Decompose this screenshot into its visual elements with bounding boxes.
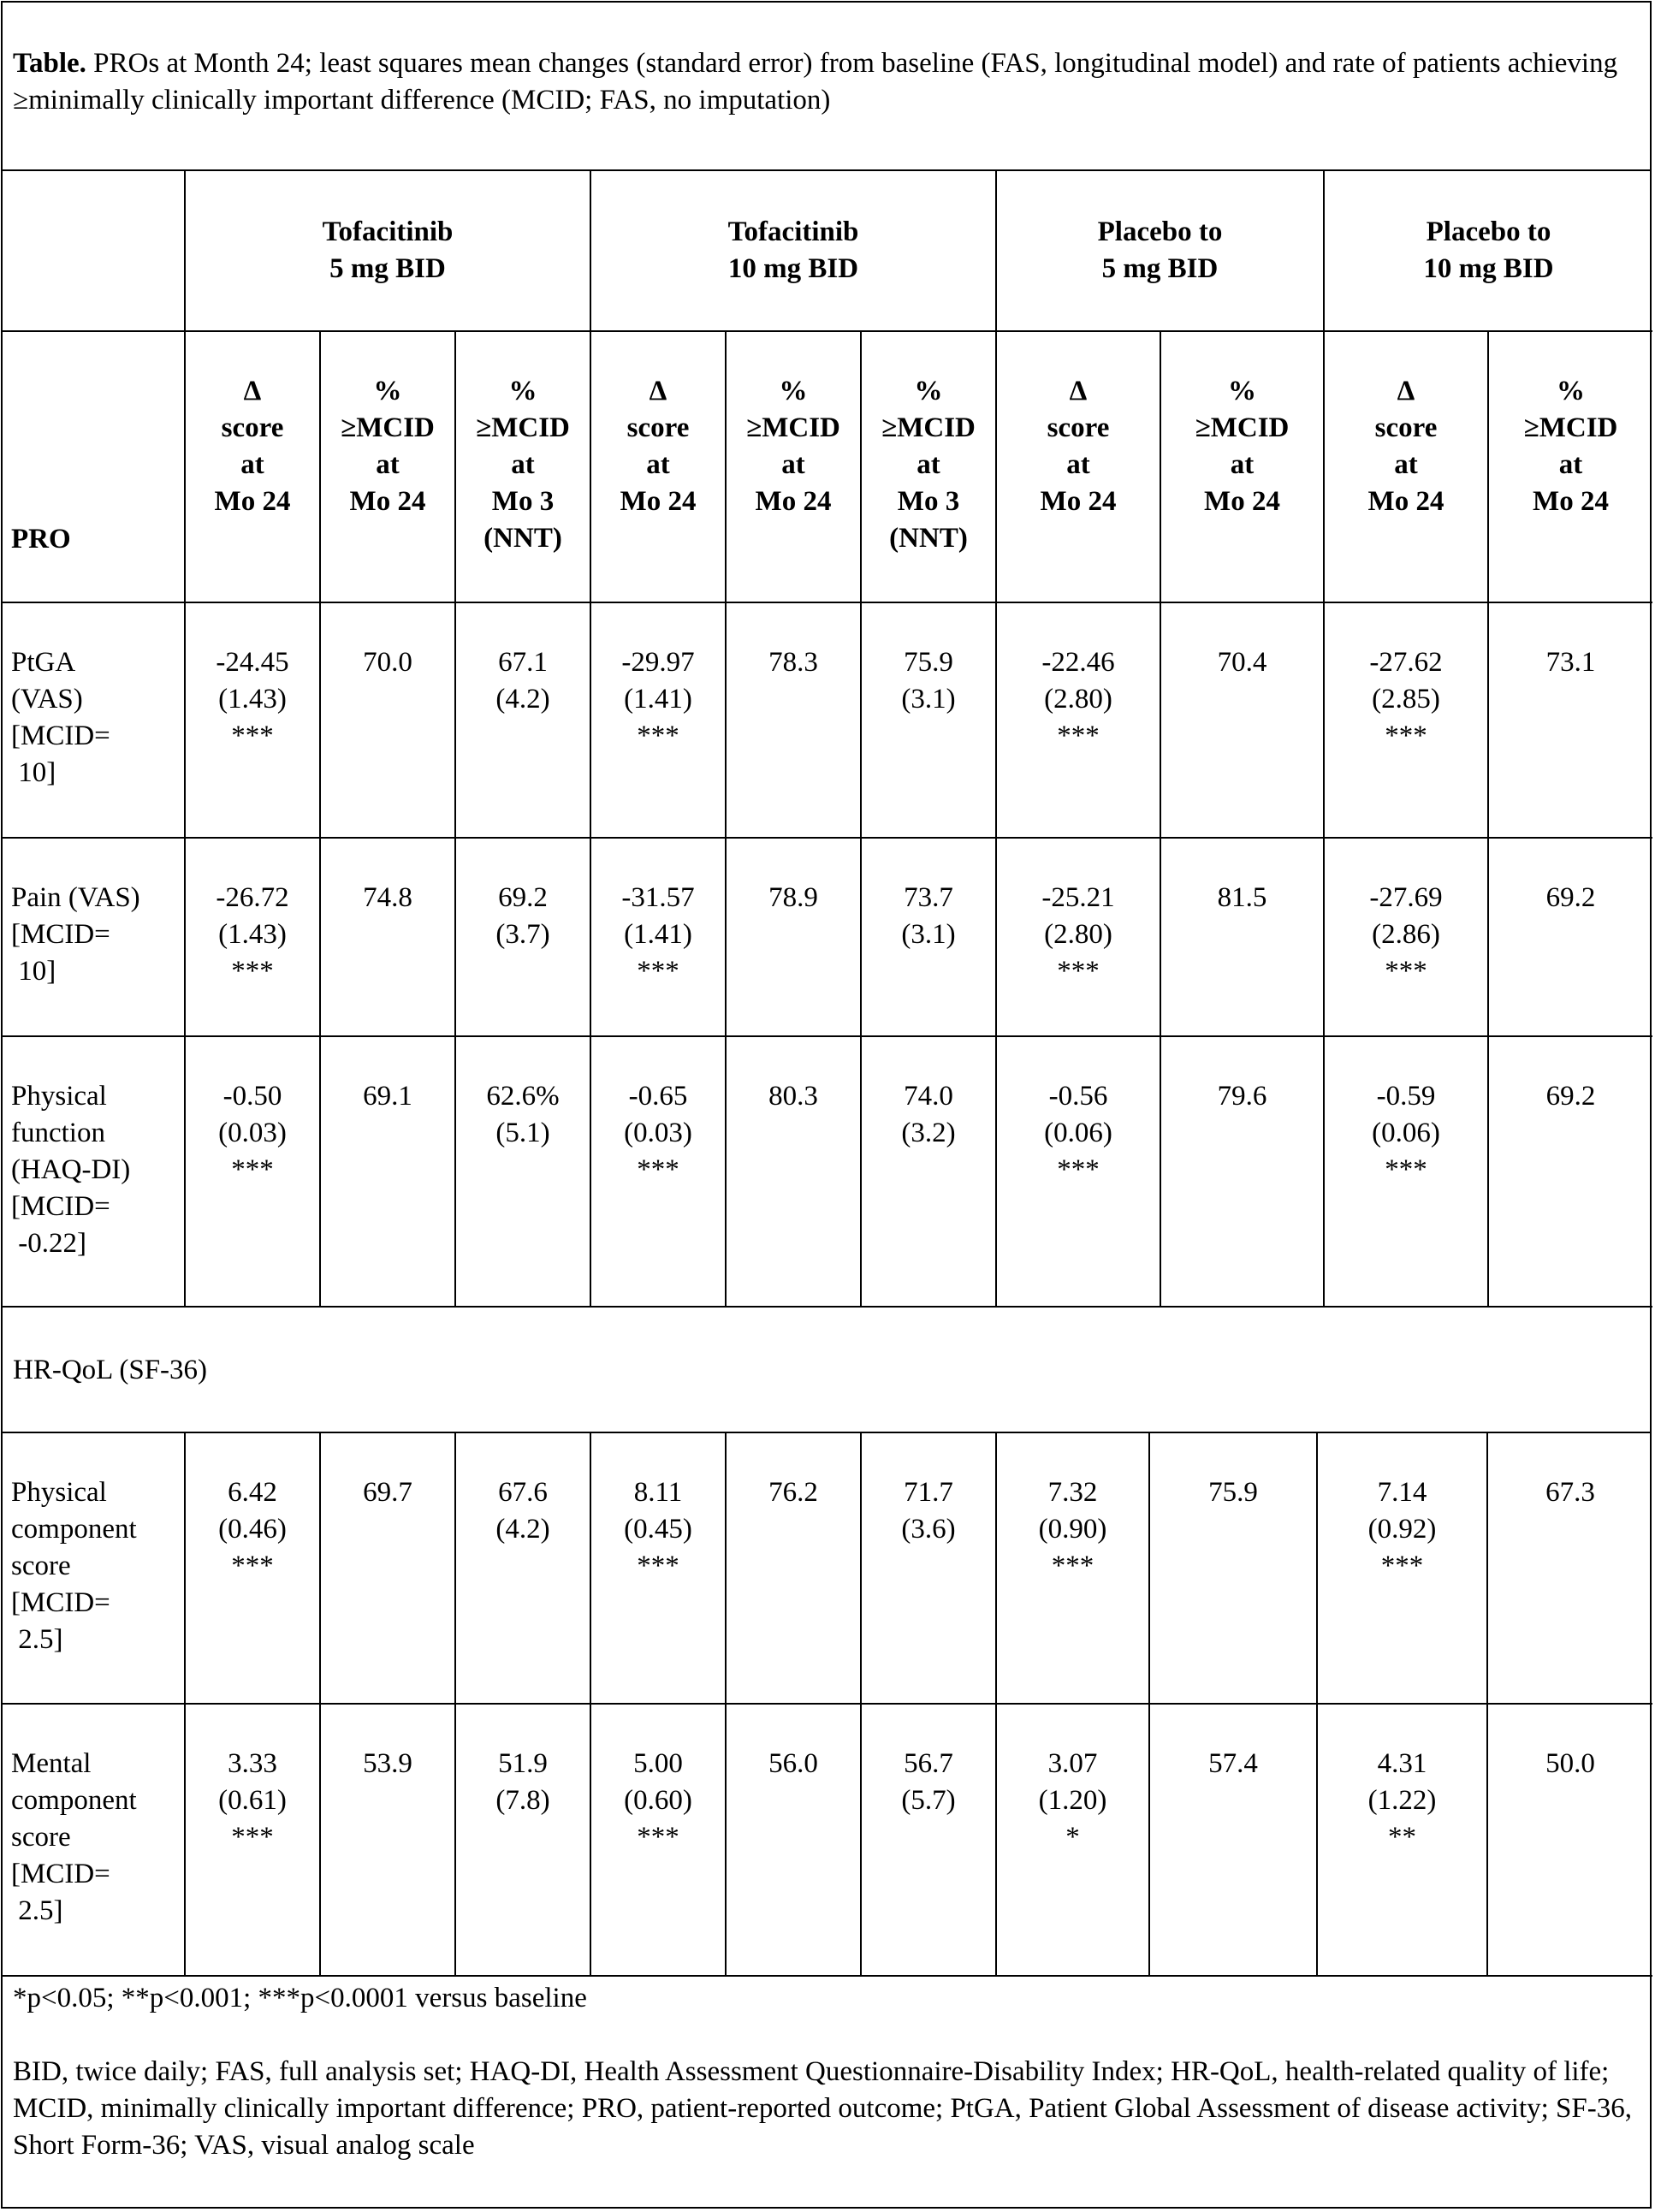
cell-value-line: (3.1)	[901, 684, 956, 715]
table-cell	[727, 1705, 862, 1977]
cell-value-line: -24.45	[216, 647, 289, 678]
cell-value-line: (0.06)	[1372, 1118, 1440, 1148]
cell-value-line: 69.1	[363, 1081, 412, 1112]
group-header-line: Placebo to	[1426, 216, 1551, 247]
subheader-line: Mo 24	[620, 486, 697, 517]
table-cell	[997, 603, 1161, 839]
cell-value-line: ***	[1385, 1154, 1427, 1185]
cell-value-line: 78.9	[768, 882, 818, 913]
sf36-row-label-line: score	[11, 1551, 71, 1581]
table-cell	[1488, 1705, 1652, 1977]
pro-row-label-line: -0.22]	[11, 1228, 86, 1259]
cell-value-line: 3.33	[228, 1748, 277, 1779]
cell-value-line: ***	[637, 956, 679, 987]
cell-value-line: 78.3	[768, 647, 818, 678]
pro-row-label-line: [MCID=	[11, 1191, 110, 1222]
subheader-line: at	[511, 449, 535, 480]
sf36-row-label-line: component	[11, 1785, 137, 1816]
cell-value-line: (0.45)	[624, 1514, 692, 1545]
subheader-line: ≥MCID	[1523, 412, 1618, 443]
table-cell	[456, 1433, 591, 1705]
subheader-line: Δ	[1069, 376, 1088, 406]
table-cell	[862, 1433, 997, 1705]
cell-value-line: (0.61)	[218, 1785, 287, 1816]
subheader-line: Mo 24	[1204, 486, 1280, 517]
table-cell	[727, 1037, 862, 1308]
subheader-line: %	[779, 376, 808, 406]
cell-value-line: (0.92)	[1367, 1514, 1437, 1545]
cell-value-line: 69.2	[1545, 1081, 1596, 1112]
cell-value-line: -31.57	[621, 882, 695, 913]
table-cell	[591, 1705, 727, 1977]
group-header-line: 5 mg BID	[329, 253, 446, 284]
cell-value-line: 80.3	[768, 1081, 818, 1112]
cell-value-line: 73.7	[904, 882, 953, 913]
cell-value-line: 69.2	[1545, 882, 1596, 913]
cell-value-line: ***	[1057, 1154, 1100, 1185]
cell-value-line: 56.7	[904, 1748, 953, 1779]
table-footnotes	[1, 1977, 1652, 2164]
cell-value-line: 67.1	[498, 647, 548, 678]
cell-value-line: (2.85)	[1372, 684, 1440, 715]
cell-value-line: -0.59	[1376, 1081, 1436, 1112]
cell-value-line: (1.41)	[624, 919, 692, 950]
pro-row-label-line: (HAQ-DI)	[11, 1154, 131, 1185]
table-cell	[1150, 1433, 1318, 1705]
cell-value-line: ***	[231, 721, 274, 751]
table-cell	[186, 1433, 321, 1705]
cell-value-line: 67.3	[1545, 1477, 1595, 1508]
table-cell	[1489, 1037, 1652, 1308]
cell-value-line: -0.50	[222, 1081, 282, 1112]
cell-value-line: (5.1)	[495, 1118, 550, 1148]
cell-value-line: 67.6	[498, 1477, 548, 1508]
subheader-line: ≥MCID	[476, 412, 570, 443]
subheader-cell	[1489, 332, 1652, 603]
cell-value-line: -25.21	[1041, 882, 1115, 913]
table-cell	[456, 1705, 591, 1977]
table-cell	[186, 603, 321, 839]
cell-value-line: 69.7	[363, 1477, 412, 1508]
cell-value-line: -0.65	[628, 1081, 688, 1112]
subheader-line: score	[221, 412, 284, 443]
cell-value-line: -26.72	[216, 882, 289, 913]
table-cell	[321, 1433, 456, 1705]
sf36-row-label-cell	[1, 1433, 186, 1705]
table-cell	[997, 1433, 1150, 1705]
group-header-line: 10 mg BID	[1423, 253, 1554, 284]
table-cell	[862, 1705, 997, 1977]
table-cell	[1161, 603, 1325, 839]
subheader-line: score	[1047, 412, 1110, 443]
table-cell	[321, 839, 456, 1037]
subheader-line: Δ	[1397, 376, 1415, 406]
cell-value-line: 57.4	[1208, 1748, 1258, 1779]
table-cell	[1325, 1037, 1489, 1308]
cell-value-line: (7.8)	[495, 1785, 550, 1816]
sf36-row-label-line: [MCID=	[11, 1859, 110, 1889]
table-cell	[321, 1705, 456, 1977]
cell-value-line: 56.0	[768, 1748, 818, 1779]
subheader-cell	[997, 332, 1161, 603]
table-cell	[591, 1037, 727, 1308]
subheader-line: Mo 24	[1533, 486, 1609, 517]
table-cell	[1161, 839, 1325, 1037]
cell-value-line: 3.07	[1047, 1748, 1098, 1779]
pro-header-cell	[1, 332, 186, 603]
table-cell	[591, 1433, 727, 1705]
cell-value-line: 6.42	[228, 1477, 277, 1508]
cell-value-line: ***	[231, 1822, 274, 1853]
cell-value-line: ***	[231, 1154, 274, 1185]
subheader-line: (NNT)	[483, 523, 562, 554]
subheader-line: ≥MCID	[1195, 412, 1290, 443]
sf36-row-label-line: Physical	[11, 1477, 107, 1508]
cell-value-line: 71.7	[904, 1477, 953, 1508]
cell-value-line: (0.46)	[218, 1514, 287, 1545]
pro-row-label-line: 10]	[11, 757, 56, 788]
cell-value-line: 69.2	[498, 882, 548, 913]
cell-value-line: (1.43)	[218, 684, 287, 715]
subheader-line: Δ	[243, 376, 262, 406]
pro-row-label-line: function	[11, 1118, 105, 1148]
subheader-line: %	[508, 376, 537, 406]
cell-value-line: -27.69	[1369, 882, 1443, 913]
sf36-row-label-line: 2.5]	[11, 1624, 63, 1655]
section-row-hrqol: HR-QoL (SF-36)	[1, 1308, 1652, 1433]
cell-value-line: (4.2)	[495, 684, 550, 715]
subheader-line: at	[1230, 449, 1255, 480]
subheader-line: at	[1394, 449, 1418, 480]
subheader-cell	[862, 332, 997, 603]
cell-value-line: 62.6%	[486, 1081, 560, 1112]
table-cell	[1318, 1705, 1488, 1977]
pro-row-label-line: [MCID=	[11, 919, 110, 950]
table-cell	[862, 1037, 997, 1308]
table-cell	[186, 1037, 321, 1308]
subheader-line: %	[914, 376, 943, 406]
table-cell	[456, 839, 591, 1037]
subheader-line: at	[781, 449, 805, 480]
cell-value-line: (3.6)	[901, 1514, 956, 1545]
pro-row-label-cell	[1, 603, 186, 839]
cell-value-line: ***	[1385, 721, 1427, 751]
subheader-cell	[321, 332, 456, 603]
table-cell	[1318, 1433, 1488, 1705]
subheader-line: Mo 24	[1367, 486, 1444, 517]
cell-value-line: 4.31	[1377, 1748, 1427, 1779]
subheader-line: Mo 3	[491, 486, 555, 517]
subheader-line: %	[1557, 376, 1585, 406]
cell-value-line: (4.2)	[495, 1514, 550, 1545]
subheader-cell	[727, 332, 862, 603]
pro-row-label-line: Pain (VAS)	[11, 882, 140, 913]
cell-value-line: (2.80)	[1044, 684, 1112, 715]
table-cell	[1150, 1705, 1318, 1977]
subheader-line: Mo 3	[897, 486, 960, 517]
subheader-line: at	[1558, 449, 1583, 480]
cell-value-line: -27.62	[1369, 647, 1443, 678]
table-cell	[727, 1433, 862, 1705]
cell-value-line: ***	[231, 1551, 274, 1581]
group-header-line: 10 mg BID	[727, 253, 859, 284]
cell-value-line: ***	[637, 1551, 679, 1581]
table-cell	[997, 1037, 1161, 1308]
cell-value-line: 53.9	[363, 1748, 412, 1779]
cell-value-line: (0.60)	[624, 1785, 692, 1816]
table-cell	[591, 603, 727, 839]
cell-value-line: (1.22)	[1367, 1785, 1437, 1816]
cell-value-line: -0.56	[1048, 1081, 1108, 1112]
cell-value-line: ***	[637, 1822, 679, 1853]
table-cell	[456, 1037, 591, 1308]
header-corner-cell	[1, 171, 186, 332]
table-cell	[186, 1705, 321, 1977]
cell-value-line: 70.4	[1217, 647, 1267, 678]
subheader-line: at	[916, 449, 940, 480]
subheader-cell	[186, 332, 321, 603]
subheader-line: at	[240, 449, 264, 480]
subheader-line: Mo 24	[1040, 486, 1117, 517]
cell-value-line: ***	[1380, 1551, 1424, 1581]
subheader-line: ≥MCID	[746, 412, 840, 443]
cell-value-line: -22.46	[1041, 647, 1115, 678]
group-header-3	[997, 171, 1325, 332]
cell-value-line: 74.0	[904, 1081, 953, 1112]
subheader-line: Mo 24	[349, 486, 426, 517]
subheader-line: Mo 24	[214, 486, 291, 517]
cell-value-line: 7.14	[1377, 1477, 1427, 1508]
cell-value-line: 75.9	[1208, 1477, 1258, 1508]
subheader-line: (NNT)	[889, 523, 968, 554]
subheader-cell	[591, 332, 727, 603]
table-cell	[997, 1705, 1150, 1977]
subheader-line: at	[646, 449, 670, 480]
cell-value-line: (5.7)	[901, 1785, 956, 1816]
subheader-cell	[1325, 332, 1489, 603]
cell-value-line: ***	[637, 721, 679, 751]
cell-value-line: 76.2	[768, 1477, 818, 1508]
pro-row-label-line: Physical	[11, 1081, 107, 1112]
cell-value-line: 75.9	[904, 647, 953, 678]
cell-value-line: 51.9	[498, 1748, 548, 1779]
pro-row-label-line: PtGA	[11, 647, 76, 678]
cell-value-line: 50.0	[1545, 1748, 1595, 1779]
table-cell	[727, 839, 862, 1037]
table-cell	[1489, 839, 1652, 1037]
cell-value-line: ***	[231, 956, 274, 987]
group-header-line: Placebo to	[1097, 216, 1223, 247]
cell-value-line: (0.90)	[1038, 1514, 1107, 1545]
table-cell	[1325, 603, 1489, 839]
cell-value-line: 73.1	[1545, 647, 1596, 678]
cell-value-line: ***	[1051, 1551, 1094, 1581]
table-cell	[862, 839, 997, 1037]
subheader-line: score	[626, 412, 690, 443]
subheader-line: ≥MCID	[881, 412, 976, 443]
table-cell	[1488, 1433, 1652, 1705]
caption-text: PROs at Month 24; least squares mean changes (standard error) from baseline (FAS, longitudinal model) and rate of patients achieving ≥minimally clinically important difference (MCID; FAS, no imputation)	[13, 48, 1618, 116]
table-cell	[186, 839, 321, 1037]
sf36-row-label-line: component	[11, 1514, 137, 1545]
cell-value-line: (0.03)	[624, 1118, 692, 1148]
group-header-line: Tofacitinib	[322, 216, 454, 247]
pro-row-label-line: (VAS)	[11, 684, 83, 715]
table-cell	[321, 1037, 456, 1308]
subheader-line: Δ	[649, 376, 667, 406]
cell-value-line: (2.80)	[1044, 919, 1112, 950]
sf36-row-label-line: [MCID=	[11, 1587, 110, 1618]
pro-row-label-cell	[1, 1037, 186, 1308]
subheader-line: at	[376, 449, 400, 480]
cell-value-line: 70.0	[363, 647, 412, 678]
table-cell	[591, 839, 727, 1037]
table-cell	[456, 603, 591, 839]
cell-value-line: (1.20)	[1038, 1785, 1107, 1816]
group-header-2	[591, 171, 997, 332]
pro-row-label-line: [MCID=	[11, 721, 110, 751]
sf36-row-label-line: 2.5]	[11, 1895, 63, 1926]
table-cell	[862, 603, 997, 839]
cell-value-line: (3.2)	[901, 1118, 956, 1148]
caption-label: Table.	[13, 48, 86, 79]
table-cell	[1325, 839, 1489, 1037]
cell-value-line: 81.5	[1217, 882, 1267, 913]
cell-value-line: 7.32	[1047, 1477, 1098, 1508]
sf36-row-label-line: score	[11, 1822, 71, 1853]
pro-row-label-cell	[1, 839, 186, 1037]
cell-value-line: 5.00	[633, 1748, 683, 1779]
subheader-line: %	[1228, 376, 1256, 406]
cell-value-line: ***	[1057, 956, 1100, 987]
cell-value-line: *	[1065, 1822, 1080, 1853]
subheader-line: score	[1374, 412, 1438, 443]
group-header-4	[1325, 171, 1652, 332]
pro-row-label-line: 10]	[11, 956, 56, 987]
subheader-cell	[456, 332, 591, 603]
sf36-row-label-line: Mental	[11, 1748, 92, 1779]
table-cell	[1161, 1037, 1325, 1308]
cell-value-line: (2.86)	[1372, 919, 1440, 950]
subheader-cell	[1161, 332, 1325, 603]
subheader-line: Mo 24	[755, 486, 832, 517]
group-header-line: 5 mg BID	[1101, 253, 1219, 284]
cell-value-line: **	[1388, 1822, 1416, 1853]
cell-value-line: (1.43)	[218, 919, 287, 950]
group-header-1	[186, 171, 591, 332]
sf36-row-label-cell	[1, 1705, 186, 1977]
table-cell	[727, 603, 862, 839]
subheader-line: ≥MCID	[341, 412, 435, 443]
cell-value-line: (3.7)	[495, 919, 550, 950]
cell-value-line: 74.8	[363, 882, 412, 913]
cell-value-line: (3.1)	[901, 919, 956, 950]
abbreviations-footnote: BID, twice daily; FAS, full analysis set; HAQ-DI, Health Assessment Questionnaire-Disability Index; HR-QoL, health-related quality of life; MCID, minimally clinically important difference; PRO, patient-reported outcome; PtGA, Patient Global Assessment of disease activity; SF-36, Short Form-36; VAS, visual analog scale	[13, 2056, 1632, 2161]
table-caption	[1, 1, 1652, 171]
group-header-line: Tofacitinib	[727, 216, 859, 247]
cell-value-line: 79.6	[1217, 1081, 1267, 1112]
cell-value-line: ***	[1057, 721, 1100, 751]
cell-value-line: ***	[637, 1154, 679, 1185]
table-cell	[1489, 603, 1652, 839]
subheader-line: %	[373, 376, 402, 406]
significance-footnote: *p<0.05; **p<0.001; ***p<0.0001 versus baseline	[13, 1983, 587, 2013]
table-cell	[997, 839, 1161, 1037]
cell-value-line: 8.11	[633, 1477, 683, 1508]
pro-header-label: PRO	[11, 524, 71, 554]
table-cell	[321, 603, 456, 839]
cell-value-line: -29.97	[621, 647, 695, 678]
cell-value-line: (0.03)	[218, 1118, 287, 1148]
cell-value-line: ***	[1385, 956, 1427, 987]
subheader-line: at	[1066, 449, 1090, 480]
cell-value-line: (1.41)	[624, 684, 692, 715]
cell-value-line: (0.06)	[1044, 1118, 1112, 1148]
